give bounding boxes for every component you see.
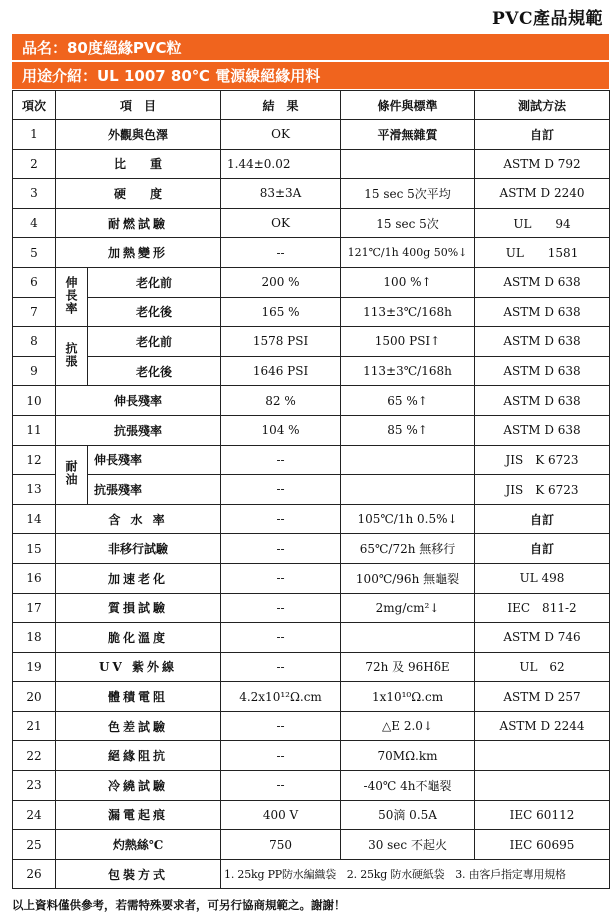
packaging-options: 1. 25kg PP防水編織袋 2. 25kg 防水硬紙袋 3. 由客戶指定專用規格 [221, 859, 610, 889]
row-method: ASTM D 2240 [475, 179, 610, 209]
row-condition [341, 475, 475, 505]
row-item: 抗張殘率 [88, 475, 221, 505]
table-row [13, 504, 610, 534]
row-result: 1646 PSI [221, 356, 341, 386]
row-no: 3 [13, 179, 56, 209]
header-item: 項 目 [56, 91, 221, 120]
row-no: 24 [13, 800, 56, 830]
table-row [13, 238, 610, 268]
row-condition: 85 %↑ [341, 415, 475, 445]
document-title: PVC產品規範 [491, 9, 603, 29]
row-item: 體積電阻 [56, 682, 221, 712]
row-no: 16 [13, 563, 56, 593]
row-item: 絕緣阻抗 [56, 741, 221, 771]
row-item: 伸長殘率 [56, 386, 221, 416]
row-condition: 1x10¹⁰Ω.cm [341, 682, 475, 712]
row-no: 11 [13, 415, 56, 445]
table-row [13, 534, 610, 564]
row-result: -- [221, 711, 341, 741]
row-item: 老化後 [88, 297, 221, 327]
table-row [13, 356, 610, 386]
row-result: -- [221, 445, 341, 475]
row-condition: 113±3℃/168h [341, 356, 475, 386]
row-result: OK [221, 208, 341, 238]
row-method: ASTM D 638 [475, 356, 610, 386]
row-method: ASTM D 638 [475, 415, 610, 445]
row-result: 200 % [221, 267, 341, 297]
row-item: 比 重 [56, 149, 221, 179]
row-item: 伸長殘率 [88, 445, 221, 475]
row-item: 脆化溫度 [56, 623, 221, 653]
row-item: 硬 度 [56, 179, 221, 209]
table-row [13, 563, 610, 593]
row-no: 2 [13, 149, 56, 179]
row-method: ASTM D 792 [475, 149, 610, 179]
row-result: -- [221, 563, 341, 593]
row-result: -- [221, 238, 341, 268]
table-row [13, 327, 610, 357]
table-row [13, 593, 610, 623]
row-method: ASTM D 638 [475, 267, 610, 297]
row-condition: 105℃/1h 0.5%↓ [341, 504, 475, 534]
row-no: 10 [13, 386, 56, 416]
row-method: UL 498 [475, 563, 610, 593]
row-condition: -40℃ 4h不龜裂 [341, 771, 475, 801]
row-item: 色差試驗 [56, 711, 221, 741]
row-item: 質損試驗 [56, 593, 221, 623]
table-row [13, 859, 610, 889]
row-condition: △E 2.0↓ [341, 711, 475, 741]
row-condition: 2mg/cm²↓ [341, 593, 475, 623]
row-no: 1 [13, 120, 56, 150]
table-row [13, 771, 610, 801]
header-row [13, 91, 610, 120]
row-no: 14 [13, 504, 56, 534]
row-no: 20 [13, 682, 56, 712]
row-method: ASTM D 638 [475, 297, 610, 327]
row-condition [341, 445, 475, 475]
row-no: 15 [13, 534, 56, 564]
row-method: UL 94 [475, 208, 610, 238]
row-condition: 平滑無雜質 [341, 120, 475, 150]
row-result: 4.2x10¹²Ω.cm [221, 682, 341, 712]
row-condition: 100℃/96h 無龜裂 [341, 563, 475, 593]
row-method: ASTM D 746 [475, 623, 610, 653]
group-label-elongation: 伸長率 [56, 267, 88, 326]
row-method: 自訂 [475, 504, 610, 534]
row-method: ASTM D 638 [475, 327, 610, 357]
row-item: 包裝方式 [56, 859, 221, 889]
row-result: -- [221, 771, 341, 801]
row-method [475, 771, 610, 801]
table-row [13, 741, 610, 771]
table-row [13, 149, 610, 179]
row-no: 7 [13, 297, 56, 327]
row-no: 25 [13, 830, 56, 860]
row-method: 自訂 [475, 534, 610, 564]
row-condition: 121℃/1h 400g 50%↓ [341, 238, 475, 268]
header-no: 項次 [13, 91, 56, 120]
product-name-banner: 品名：80度絕緣PVC粒 [12, 34, 609, 60]
row-result: 83±3A [221, 179, 341, 209]
row-item: 老化前 [88, 327, 221, 357]
table-row [13, 415, 610, 445]
row-result: -- [221, 623, 341, 653]
row-condition: 65℃/72h 無移行 [341, 534, 475, 564]
row-item: 抗張殘率 [56, 415, 221, 445]
row-no: 6 [13, 267, 56, 297]
row-result: 1.44±0.02 [221, 149, 341, 179]
row-condition: 50滴 0.5A [341, 800, 475, 830]
row-no: 5 [13, 238, 56, 268]
row-result: 1578 PSI [221, 327, 341, 357]
row-method: ASTM D 2244 [475, 711, 610, 741]
row-result: -- [221, 504, 341, 534]
row-no: 26 [13, 859, 56, 889]
row-item: 老化前 [88, 267, 221, 297]
row-no: 13 [13, 475, 56, 505]
table-row [13, 179, 610, 209]
header-condition: 條件與標準 [341, 91, 475, 120]
row-result: 82 % [221, 386, 341, 416]
table-row [13, 830, 610, 860]
row-condition: 15 sec 5次 [341, 208, 475, 238]
row-method: ASTM D 257 [475, 682, 610, 712]
row-no: 18 [13, 623, 56, 653]
row-condition [341, 623, 475, 653]
row-condition: 1500 PSI↑ [341, 327, 475, 357]
row-method: ASTM D 638 [475, 386, 610, 416]
table-row [13, 800, 610, 830]
row-no: 19 [13, 652, 56, 682]
header-result: 結 果 [221, 91, 341, 120]
row-condition: 100 %↑ [341, 267, 475, 297]
row-item: 加速老化 [56, 563, 221, 593]
row-condition: 113±3℃/168h [341, 297, 475, 327]
table-row [13, 445, 610, 475]
row-no: 23 [13, 771, 56, 801]
row-condition [341, 149, 475, 179]
footer-note: 以上資料僅供參考，若需特殊要求者，可另行協商規範之。謝謝！ [12, 898, 346, 912]
table-row [13, 711, 610, 741]
table-row [13, 623, 610, 653]
row-condition: 15 sec 5次平均 [341, 179, 475, 209]
row-item: 老化後 [88, 356, 221, 386]
row-condition: 30 sec 不起火 [341, 830, 475, 860]
row-condition: 70MΩ.km [341, 741, 475, 771]
table-row [13, 652, 610, 682]
row-condition: 72h 及 96HδE [341, 652, 475, 682]
row-method: 自訂 [475, 120, 610, 150]
row-result: -- [221, 534, 341, 564]
row-no: 8 [13, 327, 56, 357]
row-no: 21 [13, 711, 56, 741]
row-no: 9 [13, 356, 56, 386]
row-item: 漏電起痕 [56, 800, 221, 830]
row-item: 加熱變形 [56, 238, 221, 268]
row-item: 非移行試驗 [56, 534, 221, 564]
table-row [13, 120, 610, 150]
row-method [475, 741, 610, 771]
spec-table [12, 90, 610, 889]
row-condition: 65 %↑ [341, 386, 475, 416]
row-no: 4 [13, 208, 56, 238]
table-row [13, 682, 610, 712]
row-no: 17 [13, 593, 56, 623]
row-method: JIS K 6723 [475, 475, 610, 505]
row-item: 含 水 率 [56, 504, 221, 534]
table-row [13, 475, 610, 505]
row-method: IEC 811-2 [475, 593, 610, 623]
row-no: 22 [13, 741, 56, 771]
row-item: 冷繞試驗 [56, 771, 221, 801]
row-result: -- [221, 741, 341, 771]
row-result: OK [221, 120, 341, 150]
row-result: -- [221, 475, 341, 505]
row-result: -- [221, 652, 341, 682]
row-result: 165 % [221, 297, 341, 327]
table-row [13, 386, 610, 416]
row-result: 750 [221, 830, 341, 860]
row-method: JIS K 6723 [475, 445, 610, 475]
table-row [13, 267, 610, 297]
row-item: 耐燃試驗 [56, 208, 221, 238]
row-result: 104 % [221, 415, 341, 445]
row-result: 400 V [221, 800, 341, 830]
row-item: 灼熱絲℃ [56, 830, 221, 860]
row-method: UL 1581 [475, 238, 610, 268]
usage-banner: 用途介紹：UL 1007 80℃ 電源線絕緣用料 [12, 62, 609, 89]
table-row [13, 208, 610, 238]
table-row [13, 297, 610, 327]
row-result: -- [221, 593, 341, 623]
group-label-tensile: 抗張 [56, 327, 88, 386]
row-no: 12 [13, 445, 56, 475]
row-item: UV 紫外線 [56, 652, 221, 682]
row-item: 外觀與色澤 [56, 120, 221, 150]
header-method: 測試方法 [475, 91, 610, 120]
row-method: IEC 60112 [475, 800, 610, 830]
row-method: IEC 60695 [475, 830, 610, 860]
row-method: UL 62 [475, 652, 610, 682]
group-label-oil: 耐油 [56, 445, 88, 504]
